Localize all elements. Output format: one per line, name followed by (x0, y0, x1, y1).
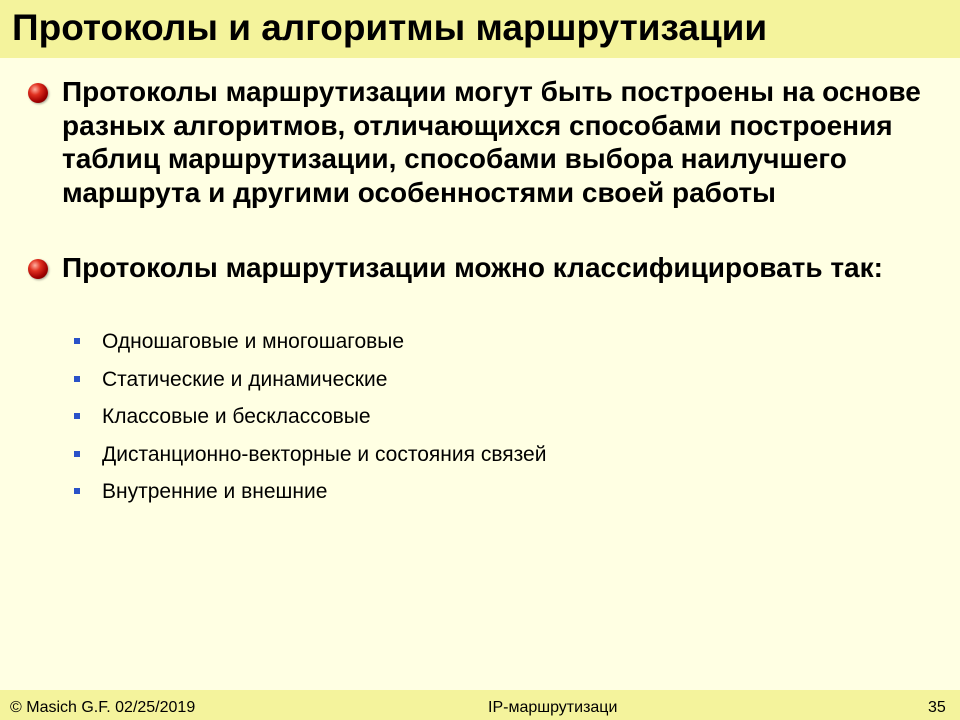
bullet-ball-icon (28, 83, 48, 103)
slide-title: Протоколы и алгоритмы маршрутизации (12, 7, 768, 48)
footer-copyright: © Masich G.F. 02/25/2019 (10, 699, 196, 716)
square-bullet-icon (74, 488, 80, 494)
square-bullet-icon (74, 338, 80, 344)
square-bullet-icon (74, 413, 80, 419)
bullet-ball-icon (28, 259, 48, 279)
list-item-text: Одношаговые и многошаговые (102, 330, 405, 353)
footer-topic: IP-маршрутизаци (488, 699, 618, 716)
square-bullet-icon (74, 376, 80, 382)
list-item-text: Статические и динамические (102, 367, 388, 391)
page-number: 35 (928, 699, 946, 716)
list-item-text: Внутренние и внешние (102, 480, 328, 503)
bullet-paragraph: Протоколы маршрутизации можно классифицировать так: (62, 252, 883, 283)
bullet-paragraph: Протоколы маршрутизации могут быть построены на основе разных алгоритмов, отличающихся способами построения таблиц маршрутизации, способами выбора наилучшего маршрута и другими особенностями своей работы (62, 76, 921, 208)
list-item-text: Классовые и бесклассовые (102, 405, 371, 428)
list-item-text: Дистанционно-векторные и состояния связей (102, 442, 547, 466)
square-bullet-icon (74, 451, 80, 457)
